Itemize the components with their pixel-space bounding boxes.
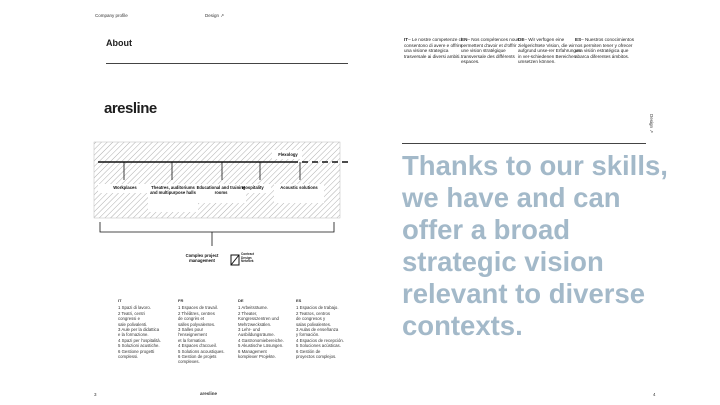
arrow-icon: ↗ bbox=[220, 13, 225, 18]
badge-line: Contract bbox=[241, 252, 255, 256]
list-item: 3 Lehr- und bbox=[238, 327, 260, 333]
intro-marker: EN bbox=[461, 37, 468, 42]
list-item: congressi e bbox=[118, 316, 140, 322]
list-item: 4 Spazi per l'ospitalità. bbox=[118, 337, 161, 343]
badge-text bbox=[241, 253, 254, 264]
list-item: 1 Espaces de travail. bbox=[178, 305, 218, 311]
list-fr bbox=[178, 298, 234, 365]
list-item: et la formation. bbox=[178, 337, 207, 343]
intro-marker: DE bbox=[518, 37, 525, 42]
headline-divider bbox=[402, 143, 646, 144]
list-item: 5 Soluciones acústicas. bbox=[296, 343, 341, 349]
bracket bbox=[100, 222, 334, 246]
list-item: 4 Espaces d'accueil. bbox=[178, 343, 218, 349]
list-item: l'enseignement bbox=[178, 332, 207, 338]
badge-line: Network bbox=[241, 259, 254, 264]
intro-column-es bbox=[575, 37, 639, 59]
list-item: 3 Salles pour bbox=[178, 327, 204, 333]
list-item: 2 Teatros, centros bbox=[296, 310, 331, 316]
list-lang: ES bbox=[296, 298, 302, 303]
list-item: 6 Gestión de bbox=[296, 348, 321, 354]
flexology-label: Flexology bbox=[278, 152, 298, 157]
list-it bbox=[118, 298, 174, 359]
list-es bbox=[296, 298, 352, 359]
list-de bbox=[238, 298, 294, 359]
list-item: de congresos y bbox=[296, 316, 326, 322]
list-item: Kongresszentren und bbox=[238, 316, 279, 322]
title-divider bbox=[106, 63, 348, 64]
list-item: 6 Gestion de projets bbox=[178, 354, 217, 360]
intro-text: – Nos compétences nous permettent d'avoir et d'offrir une vision stratégique transversale des différents espaces. bbox=[461, 37, 520, 65]
aresline-logo: aresline bbox=[104, 100, 157, 117]
box-workplaces: Workplaces bbox=[113, 185, 137, 190]
list-item: 4 Gastronomiebereiche. bbox=[238, 337, 284, 343]
intro-text: – Wir verfügen eine zielgerichtete Vision, die wir aufgrund unse-rer Erfahrungen in ver-schiedenen Bereichen umsetzen können. bbox=[518, 37, 582, 65]
list-item: Ausbildungsräume. bbox=[238, 332, 275, 338]
complex-project-label: Complex project management bbox=[185, 253, 219, 263]
list-lang: DE bbox=[238, 298, 244, 303]
section-title: About bbox=[106, 38, 132, 48]
list-item: 4 Espacios de recepción. bbox=[296, 337, 345, 343]
intro-column-it bbox=[404, 37, 468, 59]
box-educational: Educational and training rooms bbox=[196, 185, 246, 195]
list-item: 2 Theater, bbox=[238, 310, 258, 316]
list-item: 2 Théâtres, centres bbox=[178, 310, 215, 316]
list-lang: IT bbox=[118, 298, 122, 303]
list-item: 5 Akustische Lösungen. bbox=[238, 343, 284, 349]
list-item: komplexer Projekte. bbox=[238, 354, 276, 360]
side-tab-label: Design bbox=[649, 114, 654, 129]
intro-column-en bbox=[461, 37, 525, 65]
arrow-icon: ↗ bbox=[649, 129, 654, 134]
header-company-profile: Company profile bbox=[95, 13, 128, 18]
contract-design-network-badge bbox=[230, 252, 266, 268]
list-item: salles polyvalentes. bbox=[178, 321, 216, 327]
page-number-left: 3 bbox=[94, 392, 97, 397]
intro-marker: ES bbox=[575, 37, 582, 42]
list-item: de congrès et bbox=[178, 316, 205, 322]
list-item: Mehrzwecksälen. bbox=[238, 321, 272, 327]
badge-mark-icon bbox=[230, 254, 240, 266]
box-theatres: Theatres, auditoriums and multipurpose halls bbox=[150, 185, 196, 195]
list-item: proyectos complejos. bbox=[296, 354, 337, 360]
list-item: y formación. bbox=[296, 332, 320, 338]
box-acoustic: Acoustic solutions bbox=[280, 185, 318, 190]
list-item: e la formazione. bbox=[118, 332, 149, 338]
intro-text: – Le nostre competenze ci consentono di avere e offrire una visione strategica trasversale ai diversi ambiti. bbox=[404, 37, 463, 59]
list-item: 3 Aule per la didattica bbox=[118, 327, 160, 333]
list-item: sale polivalenti. bbox=[118, 321, 148, 327]
list-item: 6 Gestione progetti bbox=[118, 348, 155, 354]
list-item: 5 Soluzioni acustiche. bbox=[118, 343, 160, 349]
header-design-label: Design bbox=[205, 13, 220, 18]
intro-column-de bbox=[518, 37, 582, 65]
list-item: 3 Aulas de enseñanza bbox=[296, 327, 339, 333]
list-item: 1 Arbeitsräume. bbox=[238, 305, 269, 311]
footer-logo: aresline bbox=[200, 391, 218, 396]
header-design bbox=[205, 13, 224, 19]
list-item: complexes. bbox=[178, 359, 200, 365]
box-hospitality: Hospitality bbox=[242, 185, 264, 190]
side-tab bbox=[648, 114, 654, 133]
list-item: 5 Solutions acoustiques. bbox=[178, 348, 225, 354]
intro-text: – Nuestros conocimientos nos permiten tener y ofrecer una visión estratégica que abarca diferentes ámbitos. bbox=[575, 37, 634, 59]
list-item: 6 Management bbox=[238, 348, 267, 354]
list-lang: FR bbox=[178, 298, 184, 303]
page-number-right: 4 bbox=[653, 392, 656, 397]
list-item: 1 Espacios de trabajo. bbox=[296, 305, 339, 311]
badge-line: Design bbox=[241, 255, 252, 260]
list-item: complessi. bbox=[118, 354, 139, 360]
list-item: 2 Teatri, centri bbox=[118, 310, 145, 316]
list-item: 1 Spazi di lavoro. bbox=[118, 305, 151, 311]
list-item: salas polivalentes. bbox=[296, 321, 332, 327]
headline: Thanks to our skills, we have and can offer a broad strategic vision relevant to diverse contexts. bbox=[402, 150, 668, 341]
intro-marker: IT bbox=[404, 37, 409, 42]
